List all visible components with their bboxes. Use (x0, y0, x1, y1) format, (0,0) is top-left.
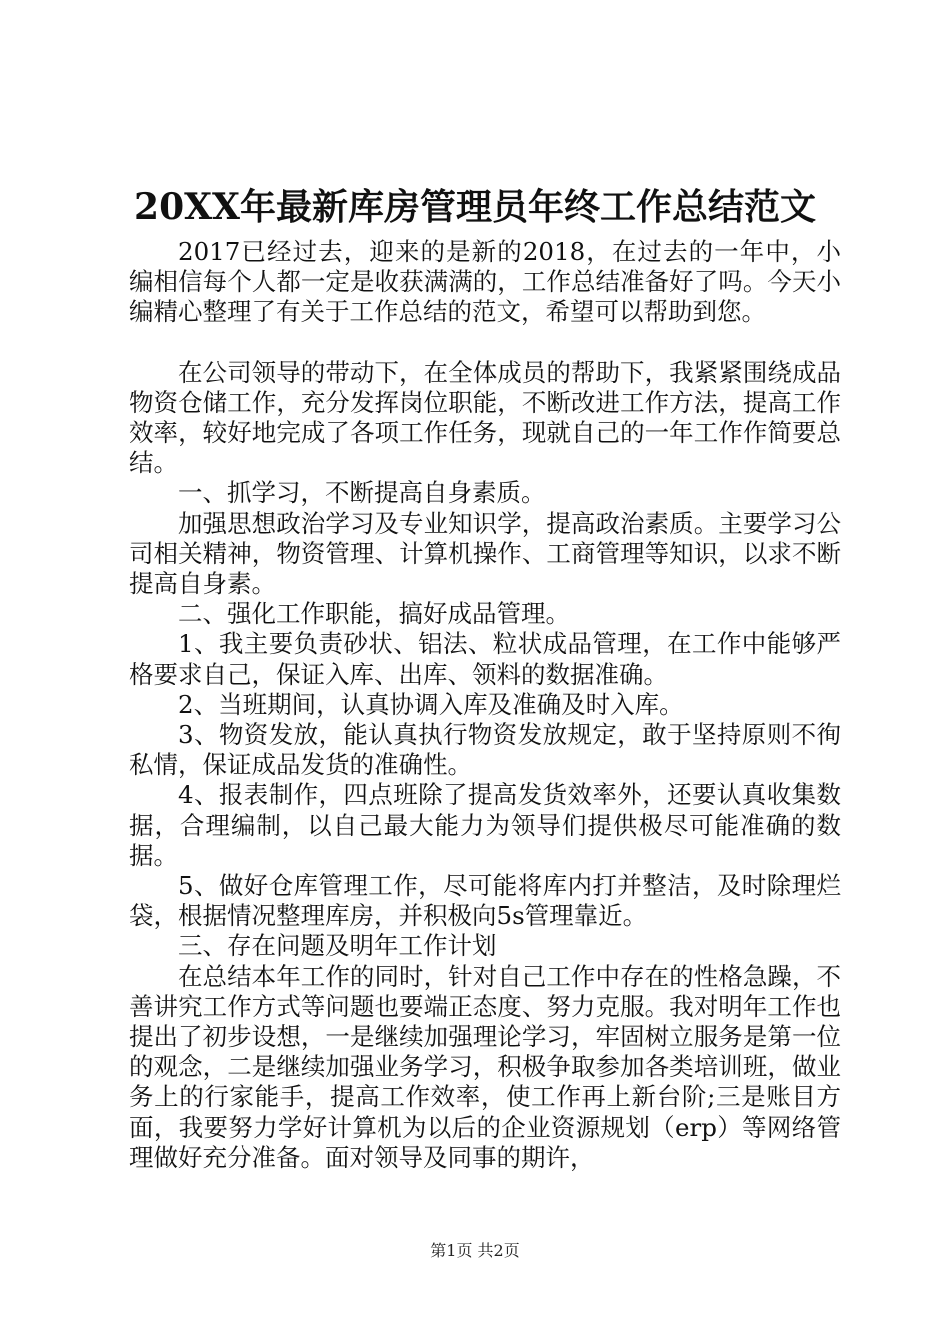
body-paragraph: 在总结本年工作的同时，针对自己工作中存在的性格急躁，不善讲究工作方式等问题也要端正态度、努力克服。我对明年工作也提出了初步设想，一是继续加强理论学习，牢固树立服务是第一位的观念，二是继续加强业务学习，积极争取参加各类培训班，做业务上的行家能手，提高工作效率，使工作再上新台阶;三是账目方面，我要努力学好计算机为以后的企业资源规划（erp）等网络管理做好充分准备。面对领导及同事的期许， (129, 961, 841, 1172)
page-footer (0, 1240, 950, 1262)
section-heading-3: 三、存在问题及明年工作计划 (178, 931, 497, 961)
list-item-2: 2、当班期间，认真协调入库及准确及时入库。 (178, 689, 684, 719)
intro-paragraph: 2017已经过去，迎来的是新的2018，在过去的一年中，小编相信每个人都一定是收获满满的，工作总结准备好了吗。今天小编精心整理了有关于工作总结的范文，希望可以帮助到您。 (129, 237, 841, 327)
document-title: 20XX年最新库房管理员年终工作总结范文 (134, 186, 816, 228)
list-item-3: 3、物资发放，能认真执行物资发放规定，敢于坚持原则不徇私情，保证成品发货的准确性。 (129, 720, 841, 780)
section-heading-1: 一、抓学习，不断提高自身素质。 (178, 478, 546, 508)
list-item-4: 4、报表制作，四点班除了提高发货效率外，还要认真收集数据，合理编制，以自己最大能力为领导们提供极尽可能准确的数据。 (129, 780, 841, 870)
list-item-1: 1、我主要负责砂状、铝法、粒状成品管理，在工作中能够严格要求自己，保证入库、出库、领料的数据准确。 (129, 629, 841, 689)
section-heading-2: 二、强化工作职能，搞好成品管理。 (178, 599, 570, 629)
body-paragraph: 加强思想政治学习及专业知识学，提高政治素质。主要学习公司相关精神，物资管理、计算机操作、工商管理等知识，以求不断提高自身素。 (129, 508, 841, 599)
document-body (129, 237, 841, 1173)
body-paragraph: 在公司领导的带动下，在全体成员的帮助下，我紧紧围绕成品物资仓储工作，充分发挥岗位职能，不断改进工作方法，提高工作效率，较好地完成了各项工作任务，现就自己的一年工作作简要总结。 (129, 357, 841, 478)
page-number-label: 第1页 共2页 (430, 1241, 520, 1260)
list-item-5: 5、做好仓库管理工作，尽可能将库内打并整洁，及时除理烂袋，根据情况整理库房，并积极向5s管理靠近。 (129, 871, 841, 931)
